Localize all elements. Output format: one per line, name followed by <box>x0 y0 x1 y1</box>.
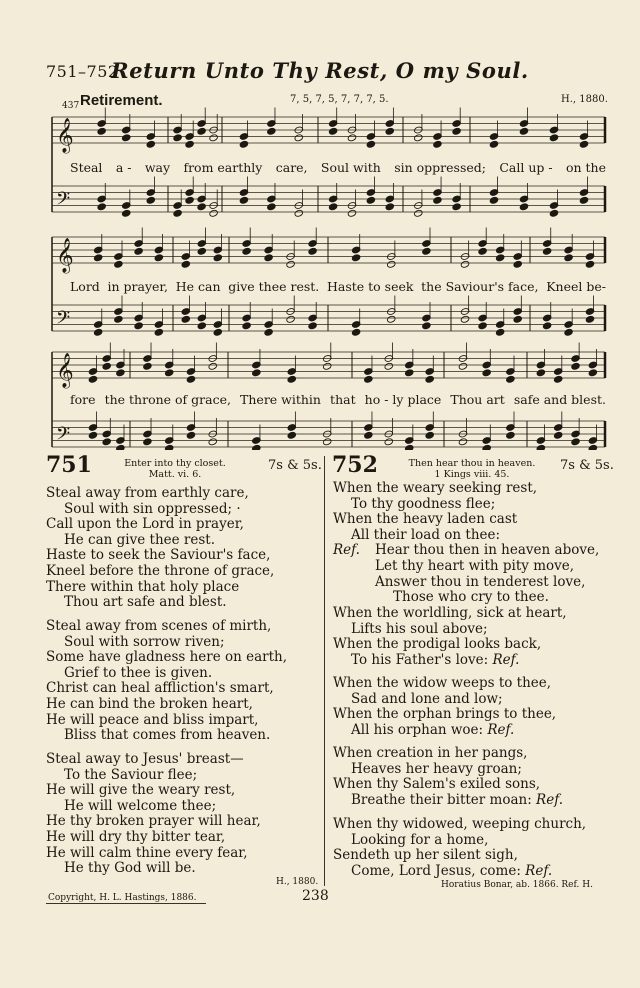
note-head <box>287 431 296 439</box>
bass-clef-icon: 𝄢 <box>56 308 71 333</box>
note-head <box>347 209 356 217</box>
note-head <box>549 134 558 142</box>
lyric-syllable: in prayer, <box>107 279 169 294</box>
stanza-line: To his Father's love: Ref. <box>351 651 520 668</box>
note-head <box>185 196 194 204</box>
stanza-line: He thy broken prayer will hear, <box>46 813 261 830</box>
note-head <box>173 134 182 142</box>
note-head <box>208 362 217 370</box>
note-head <box>213 254 222 262</box>
note-head <box>351 254 360 262</box>
hymn-751-credit: H., 1880. <box>276 877 319 887</box>
note-head <box>186 431 195 439</box>
note-head <box>308 322 317 330</box>
note-head <box>519 127 528 135</box>
note-head <box>294 209 303 217</box>
note-head <box>209 134 218 142</box>
lyric-syllable: Thou art <box>450 392 505 407</box>
bass-clef-icon: 𝄢 <box>56 189 71 214</box>
note-head <box>267 203 276 211</box>
stanza-line: When the worldling, sick at heart, <box>333 605 567 621</box>
note-head <box>88 431 97 439</box>
note-head <box>114 260 123 268</box>
stanza-line: Christ can heal affliction's smart, <box>46 680 274 697</box>
stanza-line: All their load on thee: <box>351 526 501 543</box>
lyric-syllable: that <box>330 392 356 407</box>
note-head <box>452 127 461 135</box>
note-head <box>387 315 396 323</box>
note-head <box>452 203 461 211</box>
lyric-syllable: on the <box>565 160 606 175</box>
note-head <box>197 247 206 255</box>
hymn-752-ref-citation: 1 Kings viii. 45. <box>434 469 510 480</box>
stanza-line: Call upon the Lord in prayer, <box>46 516 244 533</box>
stanza-line: To the Saviour flee; <box>64 766 198 783</box>
note-head <box>364 375 373 383</box>
stanza-line: Heaves her heavy groan; <box>351 760 522 777</box>
stanza-line: Some have gladness here on earth, <box>46 649 288 666</box>
stanza-line: Haste to seek the Saviour's face, <box>46 547 271 564</box>
stanza-line: Looking for a home, <box>351 831 489 848</box>
note-head <box>97 127 106 135</box>
tune-meter: 7, 5, 7, 5, 7, 7, 7, 5. <box>290 94 389 105</box>
note-head <box>93 328 102 336</box>
note-head <box>97 203 106 211</box>
hymn-752-stanza-1 <box>333 481 599 606</box>
note-head <box>181 315 190 323</box>
note-head <box>322 362 331 370</box>
refrain-marker: Ref. <box>520 862 553 879</box>
note-head <box>328 127 337 135</box>
page-number: 238 <box>302 888 329 904</box>
note-head <box>164 369 173 377</box>
stanza-line: Hear thou then in heaven above, <box>375 542 600 559</box>
note-head <box>143 438 152 446</box>
stanza-line: Answer thou in tenderest love, <box>375 573 586 590</box>
lyric-syllable: from earthly <box>183 160 263 175</box>
lyric-syllable: sin oppressed; <box>394 160 486 175</box>
music-lyric-line-3 <box>70 392 606 407</box>
note-head <box>564 328 573 336</box>
stanza-line: When the widow weeps to thee, <box>333 675 552 691</box>
lyric-syllable: There within <box>240 392 321 407</box>
hymn-752-stanza-2 <box>333 606 567 668</box>
note-head <box>197 127 206 135</box>
stanza-line: Bliss that comes from heaven. <box>64 727 271 744</box>
hymn-751-stanza-2 <box>46 619 287 744</box>
note-head <box>571 362 580 370</box>
lyric-syllable: ho - ly place <box>364 392 442 407</box>
refrain-label: Ref. <box>333 542 360 559</box>
note-head <box>422 247 431 255</box>
note-head <box>425 375 434 383</box>
lyric-syllable: Lord <box>70 279 100 294</box>
note-head <box>553 375 562 383</box>
note-head <box>579 140 588 148</box>
stanza-line: Soul with sin oppressed; · <box>64 500 241 517</box>
note-head <box>571 438 580 446</box>
note-head <box>588 369 597 377</box>
note-head <box>242 247 251 255</box>
lyric-syllable: Soul with <box>320 160 381 175</box>
note-head <box>213 328 222 336</box>
note-head <box>405 444 414 450</box>
bass-clef-icon: 𝄢 <box>56 424 71 449</box>
stanza-line: Soul with sorrow riven; <box>64 633 225 650</box>
hymn-751-ref-citation: Matt. vi. 6. <box>148 469 202 480</box>
note-head <box>294 134 303 142</box>
note-head <box>385 203 394 211</box>
stanza-line: He can give thee rest. <box>64 531 215 548</box>
note-head <box>387 260 396 268</box>
note-head <box>239 196 248 204</box>
stanza-line: Breathe their bitter moan: Ref. <box>351 791 564 808</box>
note-head <box>143 362 152 370</box>
hymn-752-scripture <box>404 458 540 480</box>
lyric-syllable: Call up - <box>499 160 553 175</box>
note-head <box>347 134 356 142</box>
stanza-line: Come, Lord Jesus, come: Ref. <box>351 862 553 879</box>
lyric-syllable: He can <box>175 279 221 294</box>
note-head <box>364 431 373 439</box>
note-head <box>489 140 498 148</box>
stanza-line: When thy widowed, weeping church, <box>333 816 587 832</box>
note-head <box>146 196 155 204</box>
stanza-line: Sad and lone and low; <box>351 690 503 707</box>
note-head <box>116 369 125 377</box>
stanza-line: He will welcome thee; <box>64 797 217 814</box>
treble-clef-icon: 𝄞 <box>56 118 74 153</box>
refrain-marker: Ref. <box>483 721 515 738</box>
note-head <box>286 315 295 323</box>
tune-number: 437 <box>62 101 80 111</box>
stanza-line: He will dry thy bitter tear, <box>46 828 226 845</box>
note-head <box>328 203 337 211</box>
lyric-syllable: give thee rest. <box>228 279 320 294</box>
stanza-line: There within that holy place <box>46 578 240 595</box>
stanza-line: He can bind the broken heart, <box>46 695 253 712</box>
lyric-syllable: a - <box>115 160 132 175</box>
note-head <box>506 431 515 439</box>
hymn-751-scripture <box>120 458 230 480</box>
hymn-752-ref-text: Then hear thou in heaven. <box>408 458 536 469</box>
note-head <box>134 247 143 255</box>
note-head <box>252 369 261 377</box>
note-head <box>308 247 317 255</box>
stanza-line: Thou art safe and blest. <box>64 594 227 611</box>
note-head <box>460 260 469 268</box>
note-head <box>506 375 515 383</box>
note-head <box>460 315 469 323</box>
lyric-syllable: the Saviour's face, <box>421 279 539 294</box>
tune-name: Retirement. <box>80 92 163 109</box>
note-head <box>513 260 522 268</box>
note-head <box>287 375 296 383</box>
note-head <box>414 209 423 217</box>
stanza-line: Those who cry to thee. <box>393 589 549 606</box>
lyric-syllable: fore <box>70 392 96 407</box>
stanza-line: To thy goodness flee; <box>351 495 496 512</box>
refrain-marker: Ref. <box>488 651 520 668</box>
music-score <box>0 0 640 450</box>
note-head <box>579 196 588 204</box>
note-head <box>242 322 251 330</box>
note-head <box>102 438 111 446</box>
note-head <box>264 254 273 262</box>
note-head <box>482 369 491 377</box>
note-head <box>154 328 163 336</box>
lyric-syllable: Haste to seek <box>326 279 414 294</box>
note-head <box>366 140 375 148</box>
note-head <box>186 375 195 383</box>
stanza-line: When the weary seeking rest, <box>333 480 538 496</box>
hymn-751-stanza-1 <box>46 486 274 611</box>
note-head <box>185 140 194 148</box>
footer-rule <box>46 903 206 904</box>
music-lyric-line-2 <box>70 279 606 294</box>
stanza-line: Kneel before the throne of grace, <box>46 562 275 579</box>
stanza-line: He thy God will be. <box>64 860 196 877</box>
note-head <box>425 431 434 439</box>
note-head <box>102 362 111 370</box>
refrain-marker: Ref. <box>531 791 564 808</box>
stanza-line: When the heavy laden cast <box>333 511 518 528</box>
hymn-752-meter: 7s & 5s. <box>560 458 614 473</box>
note-head <box>197 203 206 211</box>
note-head <box>458 362 467 370</box>
note-head <box>209 209 218 217</box>
lyric-syllable: Kneel be- <box>546 279 606 294</box>
note-head <box>181 260 190 268</box>
note-head <box>366 196 375 204</box>
hymn-751-number: 751 <box>46 452 92 478</box>
hymn-752-stanza-3 <box>333 676 556 738</box>
note-head <box>478 322 487 330</box>
note-head <box>414 134 423 142</box>
hymn-752-stanza-4 <box>333 746 563 808</box>
note-head <box>116 444 125 450</box>
note-head <box>385 127 394 135</box>
treble-clef-icon: 𝄞 <box>56 238 74 273</box>
note-head <box>588 444 597 450</box>
hymn-751-ref-text: Enter into thy closet. <box>124 458 226 469</box>
stanza-line: Grief to thee is given. <box>64 664 213 681</box>
stanza-line: When the orphan brings to thee, <box>333 706 557 723</box>
lyric-syllable: way <box>144 160 171 175</box>
note-head <box>482 444 491 450</box>
note-head <box>384 438 393 446</box>
note-head <box>422 322 431 330</box>
column-divider <box>324 456 325 886</box>
note-head <box>513 315 522 323</box>
note-head <box>489 196 498 204</box>
tune-composer: H., 1880. <box>561 94 608 105</box>
copyright-notice: Copyright, H. L. Hastings, 1886. <box>48 893 197 903</box>
note-head <box>252 444 261 450</box>
note-head <box>173 209 182 217</box>
note-head <box>264 328 273 336</box>
stanza-line: Let thy heart with pity move, <box>375 557 575 574</box>
lyric-syllable: safe and blest. <box>513 392 606 407</box>
hymn-751-meter: 7s & 5s. <box>268 458 322 473</box>
hymn-752-refrain <box>333 543 599 605</box>
note-head <box>351 328 360 336</box>
stanza-line: Steal away to Jesus' breast— <box>46 751 244 767</box>
music-lyric-line-1 <box>70 160 606 175</box>
stanza-line: When thy Salem's exiled sons, <box>333 776 541 793</box>
note-head <box>536 369 545 377</box>
stanza-line: Sendeth up her silent sigh, <box>333 847 518 864</box>
stanza-line: He will peace and bliss impart, <box>46 711 259 728</box>
hymn-751-stanza-3 <box>46 752 261 877</box>
note-head <box>542 322 551 330</box>
note-head <box>267 127 276 135</box>
lyric-syllable: care, <box>275 160 308 175</box>
hymn-numbers: 751–752 <box>46 62 119 81</box>
stanza-line: When the prodigal looks back, <box>333 636 542 653</box>
note-head <box>405 369 414 377</box>
note-head <box>585 260 594 268</box>
note-head <box>114 315 123 323</box>
note-head <box>88 375 97 383</box>
hymn-752-credit: Horatius Bonar, ab. 1866. Ref. H. <box>441 880 593 890</box>
stanza-line: Steal away from scenes of mirth, <box>46 618 272 634</box>
note-head <box>495 254 504 262</box>
note-head <box>536 444 545 450</box>
note-head <box>122 209 131 217</box>
note-head <box>154 254 163 262</box>
note-head <box>585 315 594 323</box>
stanza-line: He will give the weary rest, <box>46 782 236 799</box>
note-head <box>197 322 206 330</box>
stanza-line: Steal away from earthly care, <box>46 485 249 501</box>
page-title: Return Unto Thy Rest, O my Soul. <box>111 58 529 83</box>
note-head <box>384 362 393 370</box>
stanza-line: He will calm thine every fear, <box>46 844 248 861</box>
note-head <box>208 438 217 446</box>
note-head <box>122 134 131 142</box>
note-head <box>164 444 173 450</box>
note-head <box>93 254 102 262</box>
note-head <box>495 328 504 336</box>
note-head <box>322 438 331 446</box>
stanza-line: When creation in her pangs, <box>333 745 528 761</box>
note-head <box>564 254 573 262</box>
hymn-752-number: 752 <box>332 452 378 478</box>
lyric-syllable: Steal <box>70 160 103 175</box>
note-head <box>433 140 442 148</box>
note-head <box>519 203 528 211</box>
note-head <box>433 196 442 204</box>
note-head <box>542 247 551 255</box>
stanza-line: Lifts his soul above; <box>351 620 488 637</box>
stanza-line: All his orphan woe: Ref. <box>351 721 515 738</box>
lyric-syllable: the throne of grace, <box>104 392 231 407</box>
note-head <box>134 322 143 330</box>
hymn-752-stanza-5 <box>333 817 586 879</box>
note-head <box>239 140 248 148</box>
treble-clef-icon: 𝄞 <box>56 353 74 388</box>
note-head <box>146 140 155 148</box>
note-head <box>286 260 295 268</box>
note-head <box>549 209 558 217</box>
note-head <box>553 431 562 439</box>
note-head <box>478 247 487 255</box>
note-head <box>458 438 467 446</box>
